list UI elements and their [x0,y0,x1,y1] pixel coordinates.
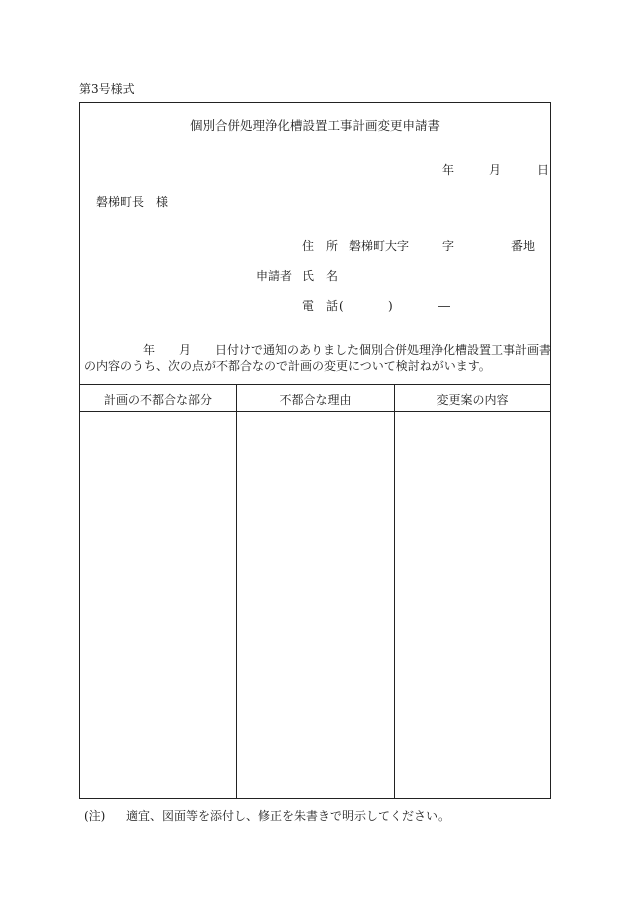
note-label: (注) [84,809,106,823]
address-banchi-label: 番地 [511,239,536,253]
form-number-label: 第3号様式 [79,82,135,96]
body-text-line-2: の内容のうち、次の点が不都合なので計画の変更について検討ねがいます。 [84,359,491,373]
date-year-label: 年 [442,163,455,177]
table-cell-proposal[interactable] [395,412,550,797]
table-cell-problem-part[interactable] [80,412,236,797]
date-month-label: 月 [489,163,502,177]
address-aza-label: 字 [442,239,455,253]
addressee: 磐梯町長 様 [96,195,169,209]
application-form-frame [79,102,551,799]
phone-open-paren: ( [339,299,344,313]
phone-close-paren: ) [388,299,393,313]
body-text-line-1: 年 月 日付けで通知のありました個別合併処理浄化槽設置工事計画書 [143,343,552,357]
date-day-label: 日 [537,163,550,177]
table-header-problem-part: 計画の不都合な部分 [103,393,212,407]
applicant-label: 申請者 [256,269,293,283]
phone-label: 電 話 [302,299,339,313]
table-cell-reason[interactable] [237,412,394,797]
table-header-proposal: 変更案の内容 [436,393,509,407]
phone-dash: ― [438,299,450,313]
address-label: 住 所 [302,239,339,253]
name-label: 氏 名 [302,269,339,283]
table-top-border [80,384,550,385]
table-header-reason: 不都合な理由 [279,393,352,407]
address-value: 磐梯町大字 [349,239,410,253]
form-title: 個別合併処理浄化槽設置工事計画変更申請書 [189,118,440,133]
note-text: 適宜、図面等を添付し、修正を朱書きで明示してください。 [126,809,451,823]
